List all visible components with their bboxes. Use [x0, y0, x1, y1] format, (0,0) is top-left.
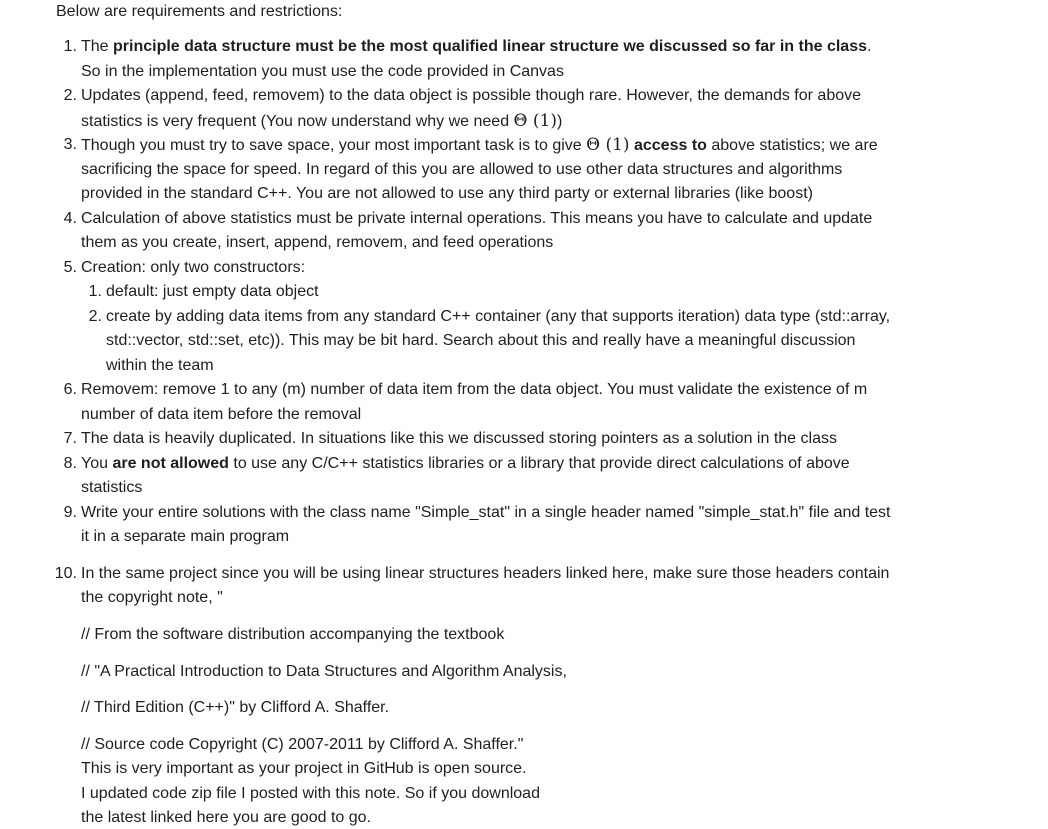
- text-segment: Though you must try to save space, your most important task is to give: [81, 137, 587, 154]
- math-expression: Θ (1): [513, 110, 557, 131]
- list-item-number: 5.: [63, 258, 77, 276]
- sub-item-text: create by adding data items from any standard C++ container (any that supports iteration) data type (std::array,: [106, 307, 891, 325]
- list-item-text: [81, 428, 837, 450]
- copyright-line: // Source code Copyright (C) 2007-2011 by Clifford A. Shaffer.": [81, 735, 524, 753]
- list-item-continuation: statistics: [81, 479, 143, 496]
- text-segment: to use any C/C++ statistics libraries or a library that provide direct calculations of above: [228, 454, 850, 472]
- list-item-number: 9.: [63, 503, 77, 521]
- list-item-text: [81, 502, 891, 524]
- text-segment: Creation: only two constructors:: [81, 258, 306, 276]
- list-item-text: [81, 36, 871, 58]
- text-segment: Write your entire solutions with the class name "Simple_stat" in a single header named "simple_stat.h" file and test: [81, 503, 891, 521]
- list-item-text: [81, 453, 850, 475]
- list-item-text: [81, 208, 872, 230]
- list-item-text: [81, 379, 867, 401]
- math-expression: Θ (1): [586, 135, 630, 155]
- list-item-continuation: it in a separate main program: [81, 528, 290, 545]
- list-item-continuation: provided in the standard C++. You are not allowed to use any third party or external libraries (like boost): [81, 185, 813, 202]
- list-item-text: [81, 257, 305, 279]
- sub-item-continuation: std::vector, std::set, etc)). This may be bit hard. Search about this and really have a meaningful discussion: [106, 332, 856, 349]
- sub-item-text: default: just empty data object: [106, 283, 319, 300]
- list-item-number: 7.: [63, 430, 77, 447]
- bold-text: access to: [633, 137, 707, 154]
- list-item-number: 4.: [63, 209, 77, 227]
- copyright-line: // "A Practical Introduction to Data Structures and Algorithm Analysis,: [81, 662, 567, 680]
- list-item-number: 3.: [63, 136, 77, 153]
- text-segment: The: [81, 38, 114, 55]
- list-item-continuation: So in the implementation you must use the code provided in Canvas: [81, 62, 564, 80]
- text-segment: Updates (append, feed, removem) to the data object is possible though rare. However, the demands for above: [81, 87, 862, 104]
- bold-text: principle data structure must be the most qualified linear structure we discussed so far in the class: [113, 38, 867, 55]
- sub-item-continuation: within the team: [106, 356, 214, 374]
- sub-item-number: 2.: [88, 307, 102, 325]
- list-item-continuation: sacrificing the space for speed. In regard of this you are allowed to use other data structures and algorithms: [81, 160, 843, 178]
- text-segment: You: [81, 454, 113, 472]
- sub-item-number: 1.: [88, 283, 102, 300]
- intro-text: Below are requirements and restrictions:: [56, 3, 343, 20]
- bold-text: are not allowed: [112, 454, 229, 472]
- copyright-line: // Third Edition (C++)" by Clifford A. Shaffer.: [81, 699, 390, 716]
- closing-line: the latest linked here you are good to go.: [81, 809, 371, 826]
- text-segment: ): [556, 112, 563, 130]
- text-segment: Removem: remove 1 to any (m) number of data item from the data object. You must validate the existence of m: [81, 381, 868, 398]
- list-item-number: 2.: [63, 87, 77, 104]
- list-item-number: 8.: [63, 454, 77, 472]
- text-segment: .: [867, 38, 872, 55]
- text-segment: above statistics; we are: [706, 137, 878, 154]
- list-item-number: 10.: [54, 564, 77, 582]
- list-item-continuation: the copyright note, ": [81, 589, 223, 606]
- text-segment: In the same project since you will be using linear structures headers linked here, make sure those headers contain: [81, 564, 890, 582]
- text-segment: Calculation of above statistics must be private internal operations. This means you have to calculate and update: [81, 209, 873, 227]
- list-item-number: 1.: [63, 38, 77, 55]
- list-item-text: [81, 134, 878, 157]
- list-item-continuation: them as you create, insert, append, removem, and feed operations: [81, 234, 554, 251]
- list-item-number: 6.: [63, 381, 77, 398]
- closing-line: This is very important as your project in GitHub is open source.: [81, 760, 527, 777]
- text-segment: statistics is very frequent (You now understand why we need: [81, 112, 514, 130]
- list-item-text: [81, 563, 889, 585]
- copyright-line: // From the software distribution accompanying the textbook: [81, 626, 505, 643]
- text-segment: The data is heavily duplicated. In situations like this we discussed storing pointers as a solution in the class: [81, 430, 837, 447]
- list-item-continuation: [81, 110, 562, 133]
- closing-line: I updated code zip file I posted with this note. So if you download: [81, 784, 540, 802]
- list-item-continuation: number of data item before the removal: [81, 405, 362, 423]
- list-item-text: [81, 85, 861, 107]
